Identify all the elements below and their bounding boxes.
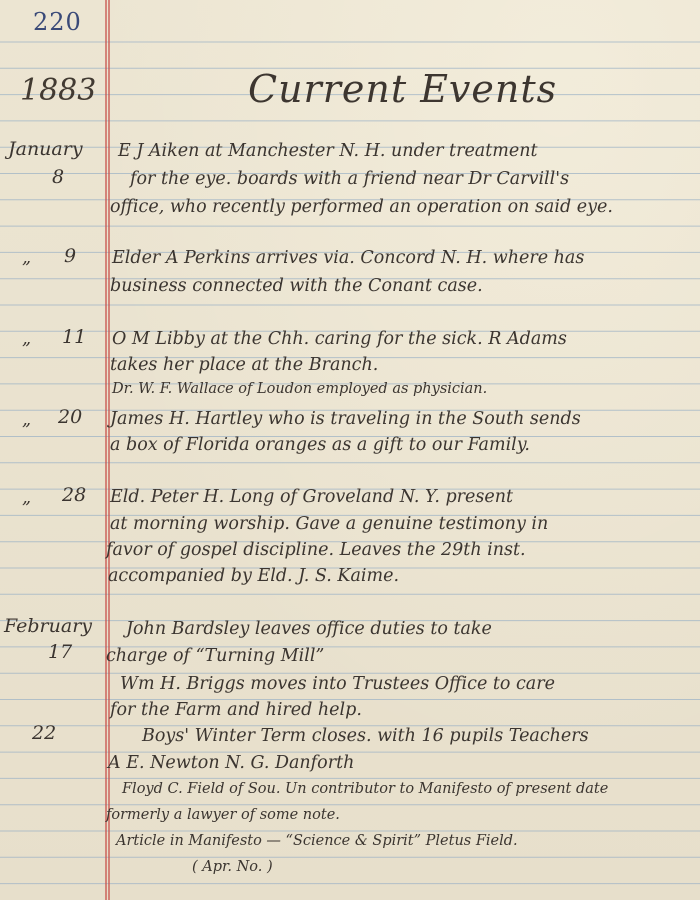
entry-line: Boys' Winter Term closes. with 16 pupils Teachers bbox=[142, 726, 589, 746]
year-heading: 1883 bbox=[20, 73, 97, 108]
day-label: 9 bbox=[64, 245, 77, 267]
entry-line: charge of “Turning Mill” bbox=[106, 646, 325, 666]
entry-line: business connected with the Conant case. bbox=[110, 276, 483, 296]
ditto-mark: „ bbox=[22, 488, 32, 508]
ditto-mark: „ bbox=[22, 248, 32, 268]
entry-line: at morning worship. Gave a genuine testimony in bbox=[110, 514, 549, 534]
entry-line: Eld. Peter H. Long of Groveland N. Y. present bbox=[110, 487, 514, 507]
day-label: 17 bbox=[48, 641, 73, 663]
month-label-january: January bbox=[8, 138, 83, 160]
entry-line: formerly a lawyer of some note. bbox=[106, 807, 340, 823]
page-title: Current Events bbox=[248, 67, 558, 111]
entry-line: takes her place at the Branch. bbox=[110, 355, 379, 375]
entry-line: office, who recently performed an operation on said eye. bbox=[110, 197, 613, 217]
entry-line: E J Aiken at Manchester N. H. under treatment bbox=[118, 141, 538, 161]
entry-line: O M Libby at the Chh. caring for the sick. R Adams bbox=[112, 329, 567, 349]
month-label-february: February bbox=[4, 615, 93, 637]
day-label: 11 bbox=[62, 326, 87, 348]
day-label: 28 bbox=[62, 484, 87, 506]
entry-line: accompanied by Eld. J. S. Kaime. bbox=[108, 566, 400, 586]
entry-line: for the Farm and hired help. bbox=[110, 700, 362, 720]
day-label: 22 bbox=[32, 722, 57, 744]
page-number: 220 bbox=[33, 8, 82, 36]
ditto-mark: „ bbox=[22, 410, 32, 430]
ditto-mark: „ bbox=[22, 329, 32, 349]
day-label: 20 bbox=[58, 406, 83, 428]
entry-line: James H. Hartley who is traveling in the South sends bbox=[110, 409, 581, 429]
entry-line: Elder A Perkins arrives via. Concord N. H. where has bbox=[112, 248, 585, 268]
entry-line: Wm H. Briggs moves into Trustees Office to care bbox=[120, 674, 555, 694]
entry-line: favor of gospel discipline. Leaves the 29th inst. bbox=[106, 540, 526, 560]
entry-line: Article in Manifesto — “Science & Spirit” Pletus Field. bbox=[116, 833, 518, 849]
entry-line: ( Apr. No. ) bbox=[192, 859, 273, 875]
entry-line: A E. Newton N. G. Danforth bbox=[108, 753, 355, 773]
entry-line: for the eye. boards with a friend near Dr Carvill's bbox=[130, 169, 570, 189]
entry-line: Dr. W. F. Wallace of Loudon employed as physician. bbox=[112, 381, 488, 397]
entry-line: Floyd C. Field of Sou. Un contributor to Manifesto of present date bbox=[122, 781, 609, 797]
entry-line: a box of Florida oranges as a gift to our Family. bbox=[110, 435, 530, 455]
day-label: 8 bbox=[52, 166, 65, 188]
entry-line: John Bardsley leaves office duties to take bbox=[126, 619, 492, 639]
